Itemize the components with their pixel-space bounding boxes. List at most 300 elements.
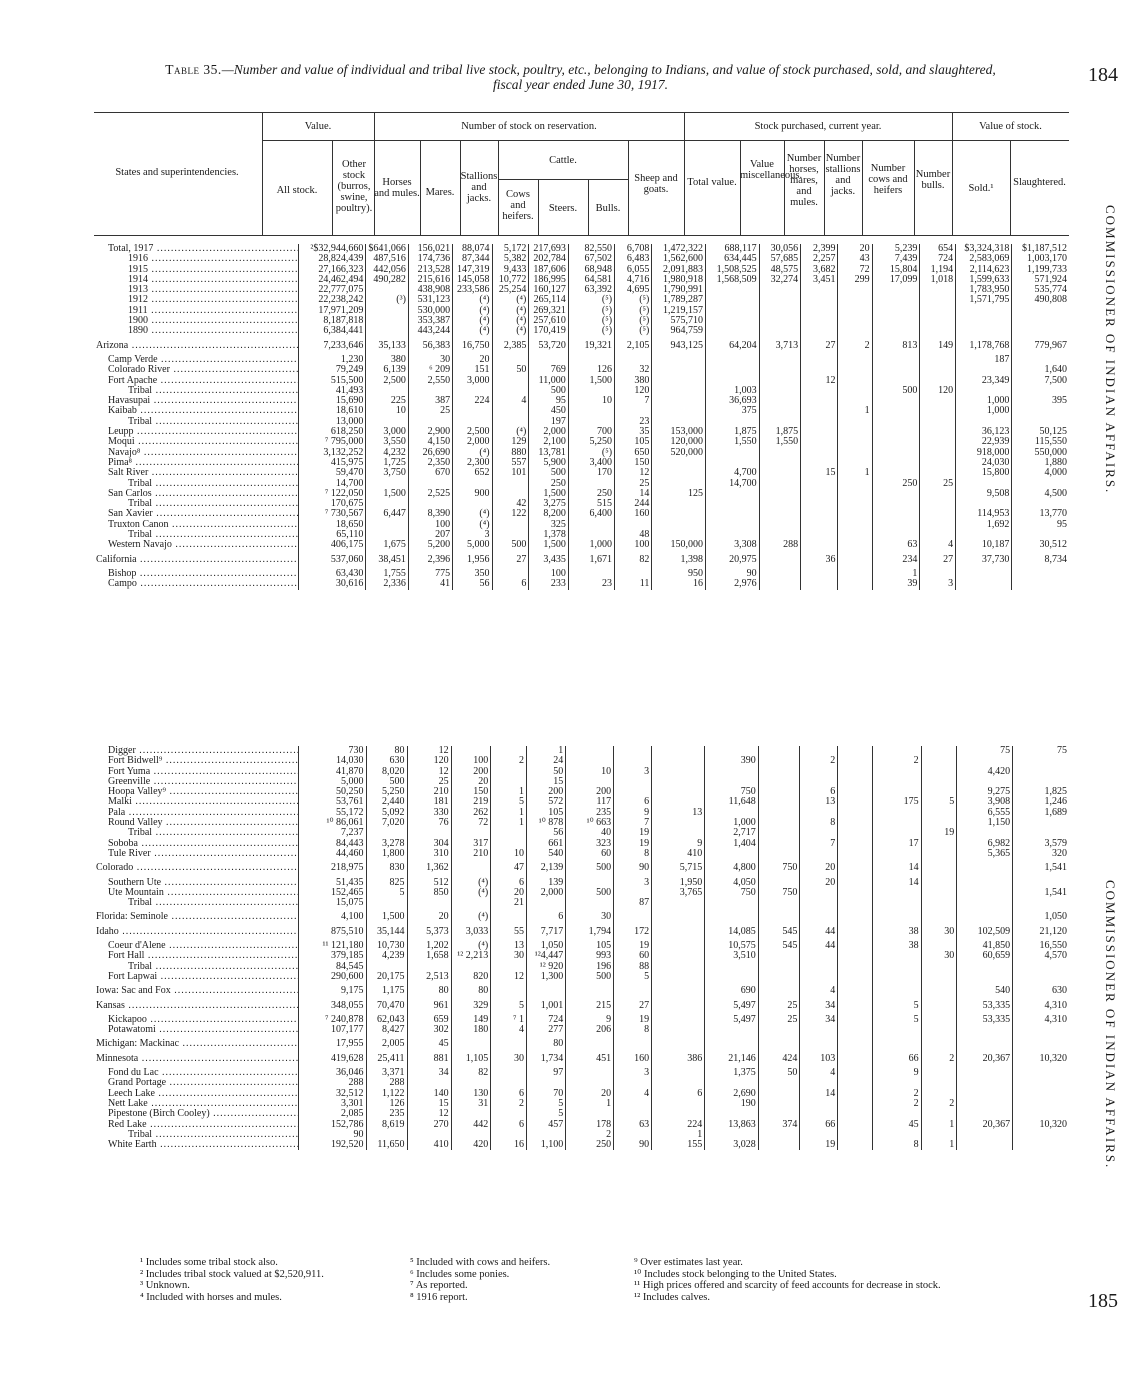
table-cell: 62,043: [366, 1011, 407, 1025]
table-cell: 1,568,509: [705, 275, 759, 285]
table-cell: 6: [491, 1120, 527, 1130]
table-cell: [838, 427, 872, 437]
table-cell: 964,759: [652, 326, 706, 336]
table-cell: [759, 295, 801, 305]
table-cell: [838, 962, 873, 972]
table-cell: 5,000: [299, 777, 367, 787]
row-label: Leech Lake .....: [108, 1089, 299, 1099]
table-cell: 329: [451, 997, 491, 1011]
table-cell: 2,085: [299, 1109, 367, 1119]
table-cell: [1013, 1035, 1069, 1049]
table-cell: 500: [529, 386, 568, 396]
table-row: [94, 1011, 1069, 1025]
table-cell: [1013, 756, 1069, 766]
table-cell: 19: [921, 828, 957, 838]
table-cell: 386: [652, 1050, 705, 1064]
table-cell: 17,099: [872, 275, 920, 285]
table-cell: 4,310: [1013, 997, 1069, 1011]
table-cell: [920, 365, 956, 375]
header-steers: Steers.: [548, 203, 578, 214]
table-cell: [801, 427, 838, 437]
table-cell: 1,689: [1013, 808, 1069, 818]
table-cell: [566, 874, 614, 888]
table-cell: [838, 579, 872, 589]
table-cell: [759, 479, 801, 489]
table-cell: [872, 351, 920, 365]
table-row: [94, 951, 1069, 961]
table-cell: 20: [838, 244, 872, 254]
table-cell: [921, 1025, 957, 1035]
table-cell: [492, 351, 529, 365]
table-cell: (⁴): [492, 306, 529, 316]
table-row: [94, 1120, 1069, 1130]
table-cell: 288: [366, 1078, 407, 1088]
table-cell: [491, 1109, 527, 1119]
table-cell: ⁷ 1: [491, 1011, 527, 1025]
table-cell: [872, 316, 920, 326]
table-cell: 4,232: [366, 448, 409, 458]
table-cell: 670: [408, 468, 452, 478]
table-cell: [801, 396, 838, 406]
table-cell: 2,350: [408, 458, 452, 468]
table-cell: 1,500: [529, 489, 568, 499]
table-cell: [705, 962, 759, 972]
table-cell: 15,800: [956, 468, 1012, 478]
table-cell: 3: [920, 579, 956, 589]
table-cell: 1,734: [526, 1050, 565, 1064]
table-cell: 5,497: [705, 997, 759, 1011]
table-cell: [872, 808, 921, 818]
table-cell: 1,541: [1013, 859, 1069, 873]
table-cell: [801, 437, 838, 447]
table-cell: [492, 565, 529, 579]
table-cell: 380: [366, 351, 409, 365]
table-cell: 250: [872, 479, 920, 489]
table-cell: 387: [408, 396, 452, 406]
table-cell: 100: [529, 565, 568, 579]
table-row: [94, 376, 1069, 386]
table-cell: 16,550: [1013, 937, 1069, 951]
table-cell: 269,321: [529, 306, 568, 316]
table-cell: 25,254: [492, 285, 529, 295]
table-cell: 1,001: [526, 997, 565, 1011]
table-cell: [872, 818, 921, 828]
table-cell: [1013, 818, 1069, 828]
table-cell: 6,447: [366, 509, 409, 519]
table-cell: [652, 982, 705, 996]
row-label: Coeur d'Alene .....: [108, 940, 299, 951]
table-cell: [957, 1089, 1013, 1099]
table-cell: 1,550: [759, 437, 801, 447]
table-cell: 4,500: [1012, 489, 1069, 499]
table-cell: 6: [491, 1089, 527, 1099]
table-cell: ⁷ 730,567: [299, 509, 366, 519]
table-cell: [1013, 1078, 1069, 1088]
table-cell: 724: [526, 1011, 565, 1025]
table-cell: [957, 1109, 1013, 1119]
table-cell: 12: [407, 746, 451, 756]
table-cell: 4,000: [1012, 468, 1069, 478]
table-cell: [872, 468, 920, 478]
row-label: Tribal .....: [128, 417, 299, 427]
table-cell: [838, 997, 873, 1011]
table-cell: 3: [614, 874, 652, 888]
table-cell: 13,863: [705, 1120, 759, 1130]
table-cell: 10,187: [956, 540, 1012, 550]
table-cell: 8: [614, 849, 652, 859]
table-cell: [838, 951, 873, 961]
table-row: [94, 972, 1069, 982]
table-cell: [872, 520, 920, 530]
table-cell: [652, 951, 705, 961]
table-cell: 80: [366, 746, 407, 756]
table-cell: 7,020: [366, 818, 407, 828]
row-label: Truxton Canon .....: [108, 520, 299, 530]
table-cell: [872, 406, 920, 416]
table-cell: 79,249: [299, 365, 366, 375]
table-cell: 36: [801, 551, 838, 565]
table-cell: (³): [366, 295, 409, 305]
table-cell: 10,730: [366, 937, 407, 951]
table-cell: 6,384,441: [299, 326, 366, 336]
table-cell: 571,924: [1012, 275, 1069, 285]
table-cell: [758, 746, 800, 756]
table-cell: 200: [566, 787, 614, 797]
header-bulls: Bulls.: [595, 203, 621, 214]
table-cell: [759, 499, 801, 509]
row-label: Tribal .....: [128, 499, 299, 509]
table-cell: 3,908: [957, 797, 1013, 807]
table-row: [94, 1025, 1069, 1035]
row-label: Campo .....: [108, 579, 299, 589]
table-cell: [705, 295, 759, 305]
row-label: 1890 .....: [128, 326, 299, 336]
table-cell: 1: [491, 818, 527, 828]
table-cell: 14: [872, 859, 921, 873]
table-cell: 4,700: [705, 468, 759, 478]
table-cell: 1,500: [366, 489, 409, 499]
page-number-bottom: 185: [1088, 1290, 1118, 1312]
table-cell: 654: [920, 244, 956, 254]
table-row: [94, 777, 1069, 787]
table-cell: 3,275: [529, 499, 568, 509]
table-cell: 186,995: [529, 275, 568, 285]
table-cell: [956, 316, 1012, 326]
table-cell: 66: [800, 1120, 838, 1130]
table-cell: [1012, 565, 1069, 579]
table-cell: 6: [800, 787, 838, 797]
table-cell: 9,275: [957, 787, 1013, 797]
header-cows: Cows and heifers.: [502, 189, 534, 222]
table-cell: [956, 326, 1012, 336]
table-cell: [366, 520, 409, 530]
table-cell: [758, 874, 800, 888]
table-cell: 115,550: [1012, 437, 1069, 447]
table-cell: ¹⁰ 878: [526, 818, 565, 828]
table-cell: 63: [872, 540, 920, 550]
table-cell: [801, 295, 838, 305]
header-num-horses: Number horses, mares, and mules.: [786, 153, 822, 208]
table-row: [94, 997, 1069, 1011]
table-cell: 170,419: [529, 326, 568, 336]
table-cell: 50: [526, 767, 565, 777]
table-cell: [759, 365, 801, 375]
table-cell: 1,508,525: [705, 265, 759, 275]
table-cell: [872, 849, 921, 859]
table-row: [94, 499, 1069, 509]
row-label: Colorado .....: [96, 862, 299, 873]
row-label: Florida: Seminole .....: [96, 911, 299, 922]
table-cell: 500: [566, 972, 614, 982]
table-cell: [872, 396, 920, 406]
table-cell: 44,460: [299, 849, 367, 859]
row-label: Tribal .....: [128, 479, 299, 489]
table-cell: [838, 767, 873, 777]
table-cell: [838, 295, 872, 305]
table-cell: [526, 898, 565, 908]
table-cell: 6: [614, 797, 652, 807]
footnote: ⁸ 1916 report.: [410, 1291, 468, 1303]
table-cell: 1,398: [652, 551, 706, 565]
table-cell: 750: [758, 859, 800, 873]
table-cell: 1,640: [1012, 365, 1069, 375]
table-cell: 3,028: [705, 1140, 759, 1150]
table-cell: 8,020: [366, 767, 407, 777]
footnotes-col3: [634, 1257, 941, 1303]
table-cell: 202,784: [529, 254, 568, 264]
table-row: [94, 898, 1069, 908]
table-cell: 2,000: [529, 427, 568, 437]
table-cell: ⁷ 795,000: [299, 437, 366, 447]
header-num-cows: Number cows and heifers: [868, 163, 908, 196]
table-cell: 200: [451, 767, 491, 777]
table-cell: 2,399: [801, 244, 838, 254]
table-cell: [921, 997, 957, 1011]
table-cell: [872, 767, 921, 777]
table-cell: 310: [407, 849, 451, 859]
table-cell: [652, 818, 705, 828]
table-cell: [921, 849, 957, 859]
footnote: ³ Unknown.: [140, 1280, 190, 1291]
table-row: [94, 540, 1069, 550]
table-cell: 70,470: [366, 997, 407, 1011]
table-cell: 210: [407, 787, 451, 797]
table-cell: 30: [921, 951, 957, 961]
header-other-stock: Other stock (burros, swine, poultry).: [335, 159, 373, 214]
table-cell: [652, 937, 705, 951]
header-horses: Horses and mules.: [374, 177, 420, 199]
table-cell: ²$32,944,660: [299, 244, 366, 254]
table-cell: 1,875: [705, 427, 759, 437]
table-cell: [1013, 972, 1069, 982]
table-cell: 1,219,157: [652, 306, 706, 316]
table-cell: 1,000: [568, 540, 614, 550]
table-cell: 1,800: [366, 849, 407, 859]
table-cell: 375: [705, 406, 759, 416]
table-cell: 114,953: [956, 509, 1012, 519]
table-row: [94, 479, 1069, 489]
table-cell: 100: [408, 520, 452, 530]
table-cell: [492, 520, 529, 530]
header-stub: States and superintendencies.: [115, 167, 239, 178]
table-cell: 90: [299, 1130, 367, 1140]
table-cell: 1,956: [453, 551, 492, 565]
table-cell: [872, 1025, 921, 1035]
table-cell: 6: [526, 908, 565, 922]
table-cell: [872, 285, 920, 295]
table-cell: 95: [529, 396, 568, 406]
table-cell: 350: [453, 565, 492, 579]
table-cell: 2,500: [453, 427, 492, 437]
table-cell: 129: [492, 437, 529, 447]
table-cell: 145,058: [453, 275, 492, 285]
table-cell: [566, 1109, 614, 1119]
table-cell: 3,400: [568, 458, 614, 468]
table-row: [94, 530, 1069, 540]
table-cell: 36,046: [299, 1064, 367, 1078]
table-cell: 530,000: [408, 306, 452, 316]
table-row: [94, 551, 1069, 565]
table-cell: 320: [1013, 849, 1069, 859]
table-cell: 1,018: [920, 275, 956, 285]
table-cell: 37,730: [956, 551, 1012, 565]
table-cell: [614, 1099, 652, 1109]
footnote: ⁹ Over estimates last year.: [634, 1257, 743, 1268]
table-cell: [872, 448, 920, 458]
table-cell: 545: [758, 923, 800, 937]
table-cell: 7: [614, 818, 652, 828]
table-cell: 44: [800, 937, 838, 951]
table-cell: [705, 285, 759, 295]
header-value-stock-group: Value of stock.: [979, 121, 1042, 132]
table-cell: [838, 888, 873, 898]
table-cell: 1,562,600: [652, 254, 706, 264]
table-cell: 6,555: [957, 808, 1013, 818]
table-cell: 535,774: [1012, 285, 1069, 295]
table-row: [94, 849, 1069, 859]
table-cell: [652, 351, 706, 365]
table-cell: 97: [526, 1064, 565, 1078]
table-cell: 1,150: [957, 818, 1013, 828]
table-cell: [838, 306, 872, 316]
table-cell: 490,808: [1012, 295, 1069, 305]
table-cell: [838, 972, 873, 982]
table-cell: 160,127: [529, 285, 568, 295]
footnotes-col2: [410, 1257, 550, 1303]
table-cell: 80: [451, 982, 491, 996]
row-label: Nett Lake .....: [108, 1099, 299, 1109]
table-row: [94, 1140, 1069, 1150]
table-cell: [652, 499, 706, 509]
table-cell: 650: [615, 448, 652, 458]
table-cell: [801, 386, 838, 396]
table-cell: [652, 406, 706, 416]
table-row: [94, 908, 1069, 922]
table-cell: 187,606: [529, 265, 568, 275]
row-label: Fort Apache .....: [108, 376, 299, 386]
table-cell: [872, 458, 920, 468]
table-cell: 10,772: [492, 275, 529, 285]
table-cell: 900: [453, 489, 492, 499]
table-cell: 151: [453, 365, 492, 375]
table-cell: 10,575: [705, 937, 759, 951]
table-cell: 5: [366, 888, 407, 898]
table-cell: 60: [614, 951, 652, 961]
table-cell: 150: [615, 458, 652, 468]
table-cell: 120: [615, 386, 652, 396]
table-cell: [872, 365, 920, 375]
row-label: 1900 .....: [128, 316, 299, 326]
table-cell: [652, 509, 706, 519]
table-cell: [1012, 351, 1069, 365]
table-cell: 943,125: [652, 337, 706, 351]
table-cell: [956, 565, 1012, 579]
table-cell: 2,257: [801, 254, 838, 264]
table-cell: 500: [872, 386, 920, 396]
table-cell: [838, 565, 872, 579]
table-title: [88, 62, 1073, 92]
table-cell: 7: [615, 396, 652, 406]
table-row: [94, 579, 1069, 589]
table-cell: [872, 898, 921, 908]
table-cell: 2,300: [453, 458, 492, 468]
table-cell: [705, 849, 759, 859]
table-cell: 50,125: [1012, 427, 1069, 437]
table-cell: 125: [652, 489, 706, 499]
table-cell: 10: [491, 849, 527, 859]
row-label: San Xavier .....: [108, 509, 299, 519]
table-cell: 53,335: [957, 1011, 1013, 1025]
table-cell: 28,824,439: [299, 254, 366, 264]
table-cell: 11,650: [366, 1140, 407, 1150]
table-cell: 84,545: [299, 962, 367, 972]
row-label: White Earth .....: [108, 1140, 299, 1150]
table-cell: 60: [566, 849, 614, 859]
table-cell: 4: [614, 1089, 652, 1099]
table-cell: 25: [615, 479, 652, 489]
row-label: Minnesota .....: [96, 1053, 299, 1064]
table-cell: [872, 962, 921, 972]
table-cell: 63,430: [299, 565, 366, 579]
table-cell: [758, 1109, 800, 1119]
table-cell: 40: [566, 828, 614, 838]
table-cell: [920, 396, 956, 406]
table-cell: 6,708: [615, 244, 652, 254]
table-cell: [921, 982, 957, 996]
table-cell: [800, 849, 838, 859]
data-table-bottom: [94, 746, 1069, 1150]
table-cell: 6,400: [568, 509, 614, 519]
table-cell: 3,000: [366, 427, 409, 437]
table-cell: 1,794: [566, 923, 614, 937]
table-cell: 5: [614, 972, 652, 982]
table-cell: [838, 839, 873, 849]
table-cell: 13,770: [1012, 509, 1069, 519]
table-cell: 192,520: [299, 1140, 367, 1150]
table-cell: 218,975: [299, 859, 367, 873]
table-cell: [614, 982, 652, 996]
table-cell: 769: [529, 365, 568, 375]
table-cell: 19: [800, 1140, 838, 1150]
table-row: [94, 565, 1069, 579]
table-cell: 9,175: [299, 982, 367, 996]
table-cell: 2: [872, 1099, 921, 1109]
header-value-group: Value.: [304, 121, 332, 132]
table-cell: [801, 540, 838, 550]
footnote: ¹ Includes some tribal stock also.: [140, 1257, 278, 1268]
row-label: Navajo⁸ .....: [108, 448, 299, 458]
row-label: Tribal .....: [128, 1130, 299, 1140]
